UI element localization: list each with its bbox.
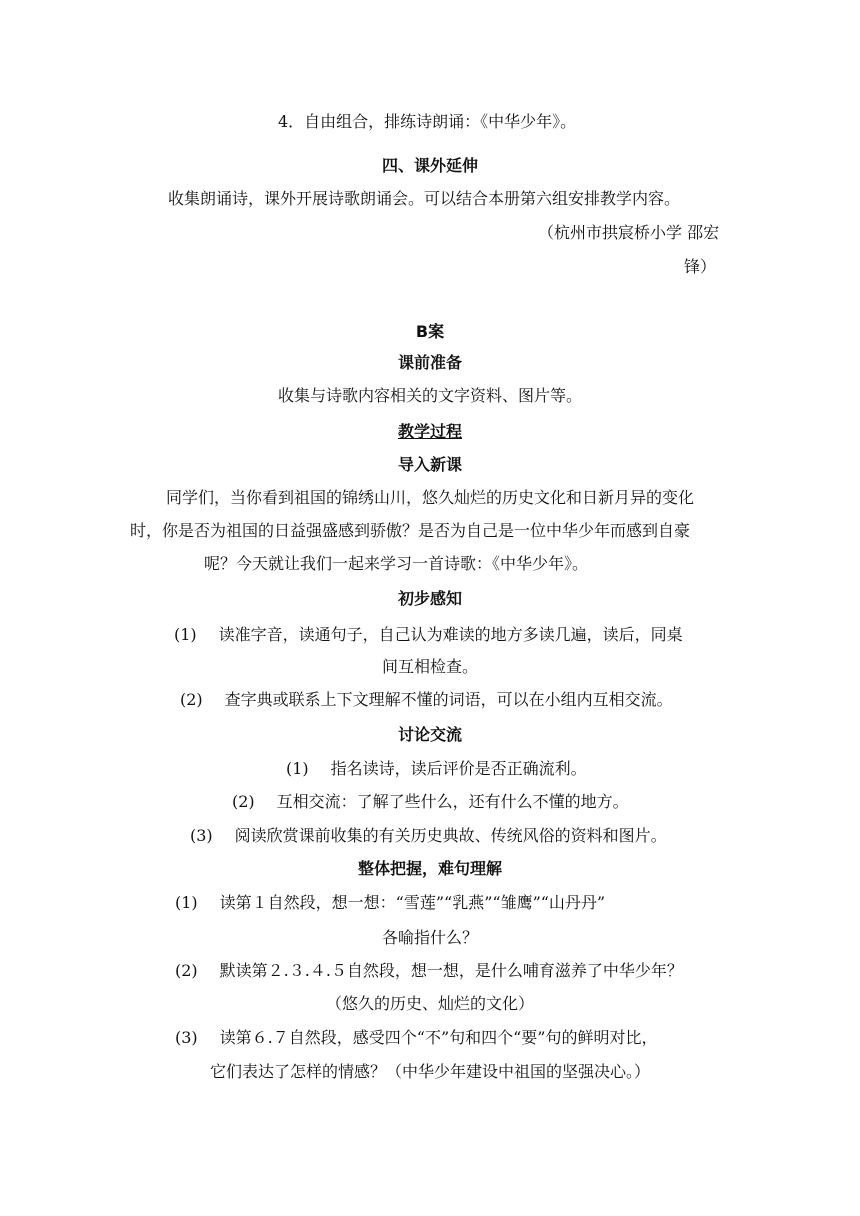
intro-line3: 呢？今天就让我们一起来学习一首诗歌：《中华少年》。	[204, 554, 589, 573]
discuss-item2	[232, 791, 629, 813]
grasp-item3-text: 读第６.７自然段，感受四个“不”句和四个“要”句的鲜明对比，	[219, 1028, 658, 1047]
discuss-item1-num: (1)	[286, 759, 309, 778]
intro-heading: 导入新课	[397, 455, 462, 474]
intro-line2: 时，你是否为祖国的日益强盛感到骄傲？是否为自己是一位中华少年而感到自豪	[130, 521, 691, 540]
perceive-item1-cont: 间互相检查。	[381, 657, 478, 676]
perceive-item2-num: (2)	[180, 690, 203, 709]
plan-b-title: B案	[415, 322, 445, 341]
section4-body: 收集朗诵诗，课外开展诗歌朗诵会。可以结合本册第六组安排教学内容。	[168, 189, 681, 208]
grasp-item3-num: (3)	[175, 1028, 198, 1047]
process-heading: 教学过程	[397, 422, 462, 441]
grasp-item3-cont: 它们表达了怎样的情感？（中华少年建设中祖国的坚强决心。）	[209, 1062, 650, 1081]
perceive-item2-text: 查字典或联系上下文理解不懂的词语，可以在小组内互相交流。	[224, 690, 673, 709]
discuss-heading: 讨论交流	[397, 725, 462, 744]
perceive-item1	[174, 624, 683, 646]
grasp-item2-text: 默读第２.３.４.５自然段，想一想，是什么哺育滋养了中华少年？	[219, 961, 683, 980]
discuss-item3-text: 阅读欣赏课前收集的有关历史典故、传统风俗的资料和图片。	[234, 826, 667, 845]
grasp-item1	[175, 892, 605, 914]
perceive-item1-num: (1)	[174, 625, 197, 644]
discuss-item3-num: (3)	[190, 826, 213, 845]
grasp-item2-cont: （悠久的历史、灿烂的文化）	[325, 994, 534, 1013]
grasp-heading: 整体把握，难句理解	[357, 859, 502, 878]
discuss-item2-text: 互相交流：了解了些什么，还有什么不懂的地方。	[276, 792, 629, 811]
grasp-item1-text: 读第１自然段，想一想：“雪莲”“乳燕”“雏鹰”“山丹丹”	[219, 893, 606, 912]
prep-body: 收集与诗歌内容相关的文字资料、图片等。	[277, 386, 582, 405]
author-line1: （杭州市拱宸桥小学 邵宏	[538, 223, 720, 242]
grasp-item2	[175, 960, 683, 982]
grasp-item2-num: (2)	[175, 961, 198, 980]
perceive-heading: 初步感知	[397, 589, 462, 608]
perceive-item1-text: 读准字音，读通句子，自己认为难读的地方多读几遍，读后，同桌	[218, 625, 683, 644]
grasp-item1-cont: 各喻指什么？	[381, 928, 478, 947]
discuss-item1	[286, 758, 587, 780]
discuss-item1-text: 指名读诗，读后评价是否正确流利。	[330, 759, 587, 778]
grasp-item1-num: (1)	[175, 893, 198, 912]
author-line2: 锋）	[684, 257, 717, 276]
intro-line1: 同学们，当你看到祖国的锦绣山川，悠久灿烂的历史文化和日新月异的变化	[166, 488, 695, 507]
discuss-item3	[190, 825, 667, 847]
grasp-item3	[175, 1027, 657, 1049]
prep-heading: 课前准备	[397, 353, 462, 372]
item4-line: 4．自由组合，排练诗朗诵：《中华少年》。	[278, 112, 577, 131]
perceive-item2	[180, 689, 673, 711]
section4-heading: 四、课外延伸	[381, 156, 478, 175]
discuss-item2-num: (2)	[232, 792, 255, 811]
